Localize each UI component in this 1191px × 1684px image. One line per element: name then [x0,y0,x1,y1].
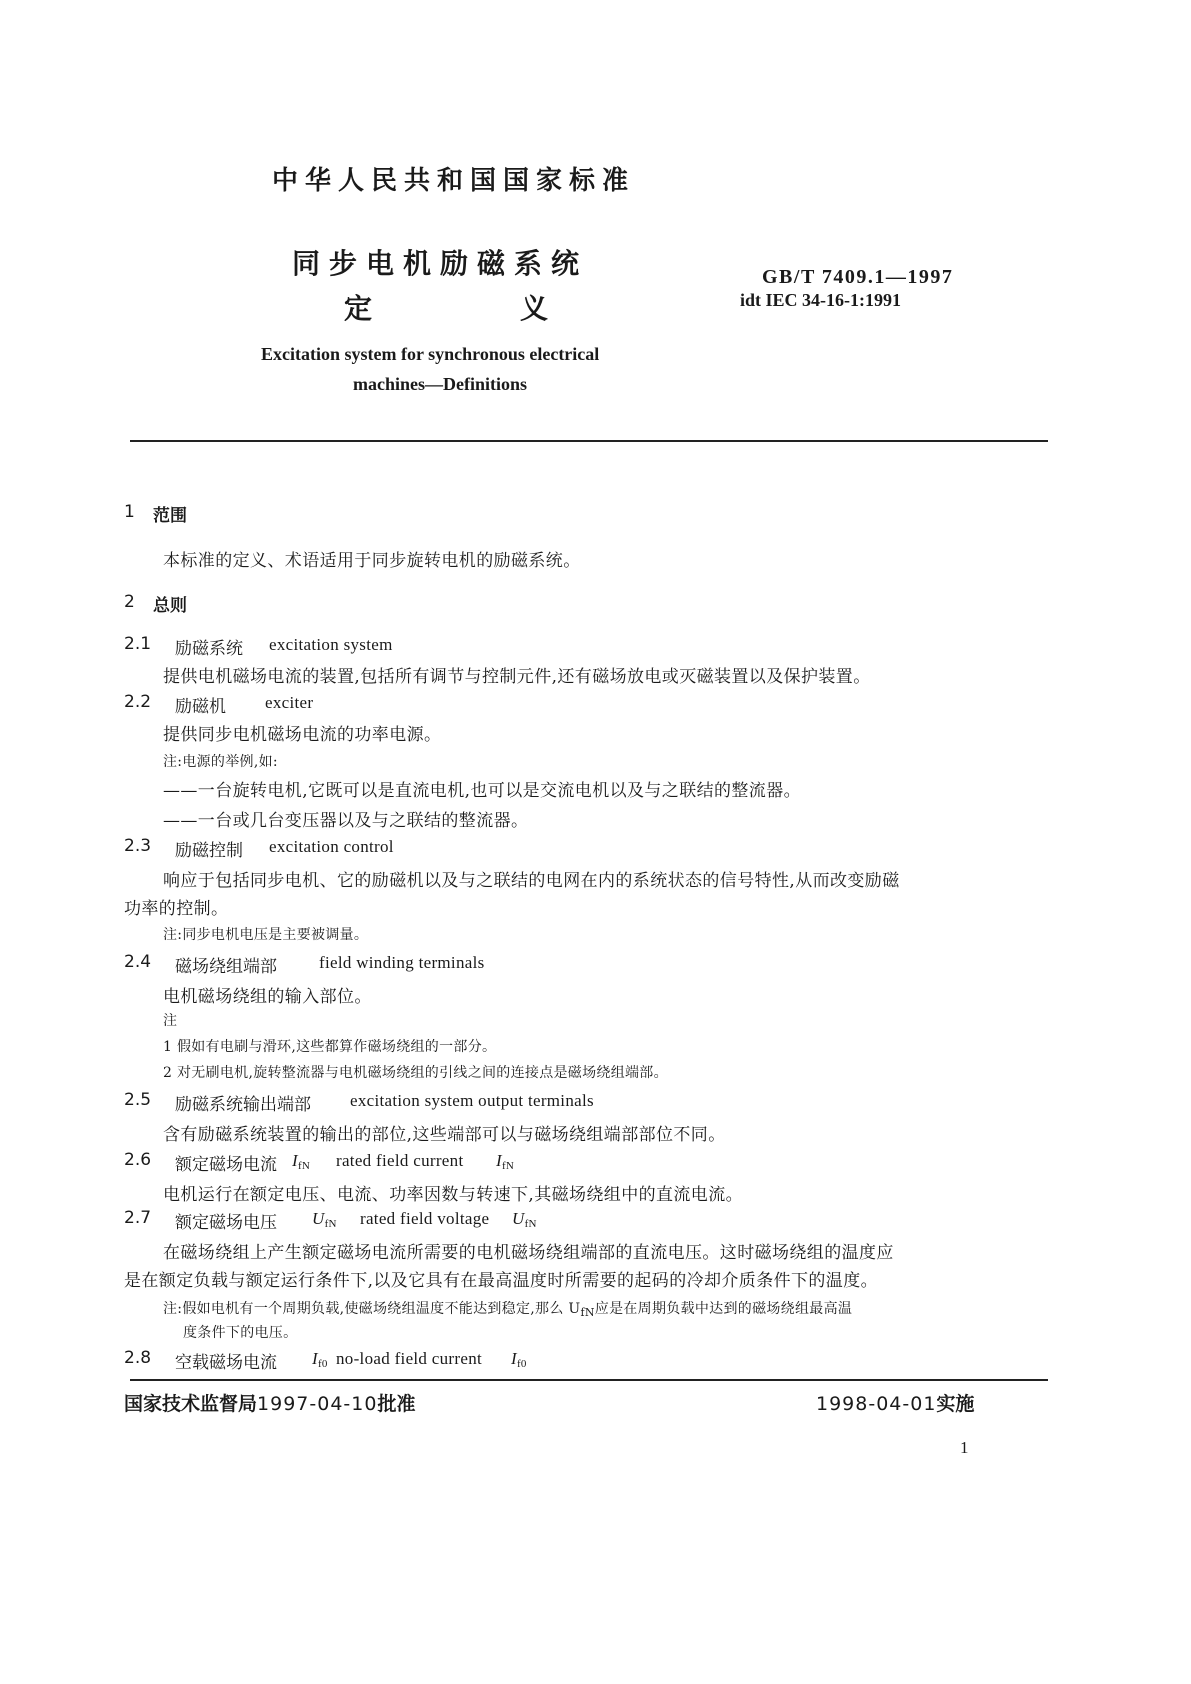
clause-2-3-number: 2.3 [124,836,152,856]
clause-2-6-text: 电机运行在额定电压、电流、功率因数与转速下,其磁场绕组中的直流电流。 [163,1185,744,1205]
page-number: 1 [960,1438,969,1457]
clause-2-7-term-cn: 额定磁场电压 [175,1213,277,1233]
section-1-number: 1 [124,502,135,522]
clause-2-2-term-cn: 励磁机 [175,697,226,717]
clause-2-3-note: 注:同步电机电压是主要被调量。 [163,927,369,943]
clause-2-5-text: 含有励磁系统装置的输出的部位,这些端部可以与磁场绕组端部部位不同。 [163,1125,726,1145]
clause-2-2-note-label: 注:电源的举例,如: [163,754,278,770]
title-cn-char-ding: 定 [344,292,373,325]
clause-2-7-term-en: rated field voltage [360,1209,490,1228]
clause-2-2-number: 2.2 [124,692,152,712]
clause-2-4-text: 电机磁场绕组的输入部位。 [163,987,372,1007]
clause-2-1-text: 提供电机磁场电流的装置,包括所有调节与控制元件,还有磁场放电或灭磁装置以及保护装置。 [163,667,871,687]
header-rule [130,440,1048,442]
clause-2-4-note-label: 注 [163,1013,178,1029]
clause-2-3-term-cn: 励磁控制 [175,841,243,861]
clause-2-6-symbol: $I_{fN}$ [292,1151,311,1172]
clause-2-7-number: 2.7 [124,1208,152,1228]
section-1-text: 本标准的定义、术语适用于同步旋转电机的励磁系统。 [163,551,581,571]
clause-2-5-term-en: excitation system output terminals [350,1091,594,1110]
clause-2-4-note-2: 2 对无刷电机,旋转整流器与电机磁场绕组的引线之间的连接点是磁场绕组端部。 [163,1065,668,1081]
clause-2-8-number: 2.8 [124,1348,152,1368]
clause-2-6-number: 2.6 [124,1150,152,1170]
clause-2-8-term-cn: 空载磁场电流 [175,1353,277,1373]
clause-2-1-number: 2.1 [124,634,152,654]
clause-2-1-term-cn: 励磁系统 [175,639,243,659]
title-en-line1: Excitation system for synchronous electrical [261,344,600,364]
clause-2-2-term-en: exciter [265,693,314,712]
clause-2-7-text-line1: 在磁场绕组上产生额定磁场电流所需要的电机磁场绕组端部的直流电压。这时磁场绕组的温度应 [163,1243,894,1263]
clause-2-5-term-cn: 励磁系统输出端部 [175,1095,311,1115]
title-en-line2: machines—Definitions [353,374,528,394]
clause-2-6-symbol-trailing: $I_{fN}$ [496,1151,515,1172]
clause-2-4-term-en: field winding terminals [319,953,485,972]
clause-2-7-note-line1: 注:假如电机有一个周期负载,使磁场绕组温度不能达到稳定,那么 $U_{fN}$应是在周期负载中达到的磁场绕组最高温 [163,1301,853,1319]
clause-2-8-symbol-trailing: $I_{f0}$ [511,1349,527,1370]
clause-2-5-number: 2.5 [124,1090,152,1110]
section-2-number: 2 [124,592,135,612]
national-standard-heading: 中华人民共和国国家标准 [272,166,636,196]
clause-2-7-text-line2: 是在额定负载与额定运行条件下,以及它具有在最高温度时所需要的起码的冷却介质条件下的温度。 [124,1271,879,1291]
clause-2-1-term-en: excitation system [269,635,393,654]
clause-2-6-term-en: rated field current [336,1151,464,1170]
section-1-title: 范围 [153,506,187,526]
section-2-title: 总则 [153,596,187,616]
clause-2-2-text: 提供同步电机磁场电流的功率电源。 [163,725,442,745]
clause-2-3-text-line2: 功率的控制。 [124,899,229,919]
implementation-line [816,1389,974,1416]
approval-date: 1997-04-10 [257,1393,378,1415]
clause-2-8-symbol: $I_{f0}$ [312,1349,328,1370]
title-cn-char-yi: 义 [520,292,549,325]
clause-2-3-term-en: excitation control [269,837,394,856]
footer-rule [130,1379,1048,1381]
clause-2-7-symbol: $U_{fN}$ [312,1209,337,1230]
standard-number: GB/T 7409.1—1997 [762,266,954,288]
clause-2-8-term-en: no-load field current [336,1349,483,1368]
idt-reference: idt IEC 34-16-1:1991 [740,290,901,310]
clause-2-6-term-cn: 额定磁场电流 [175,1155,277,1175]
implementation-date: 1998-04-01 [816,1393,937,1415]
approval-line [124,1389,415,1416]
approval-word: 批准 [377,1393,416,1415]
clause-2-4-number: 2.4 [124,952,152,972]
clause-2-7-note-line2: 度条件下的电压。 [183,1325,298,1341]
implementation-word: 实施 [936,1393,975,1415]
clause-2-7-symbol-trailing: $U_{fN}$ [512,1209,537,1230]
clause-2-3-text-line1: 响应于包括同步电机、它的励磁机以及与之联结的电网在内的系统状态的信号特性,从而改变励磁 [163,871,900,891]
clause-2-4-term-cn: 磁场绕组端部 [175,957,277,977]
clause-2-2-note-a: ——一台旋转电机,它既可以是直流电机,也可以是交流电机以及与之联结的整流器。 [163,781,802,801]
title-cn-line1: 同步电机励磁系统 [292,247,589,280]
clause-2-4-note-1: 1 假如有电刷与滑环,这些都算作磁场绕组的一部分。 [163,1039,497,1055]
clause-2-2-note-b: ——一台或几台变压器以及与之联结的整流器。 [163,811,529,831]
approval-organization: 国家技术监督局 [124,1393,258,1415]
